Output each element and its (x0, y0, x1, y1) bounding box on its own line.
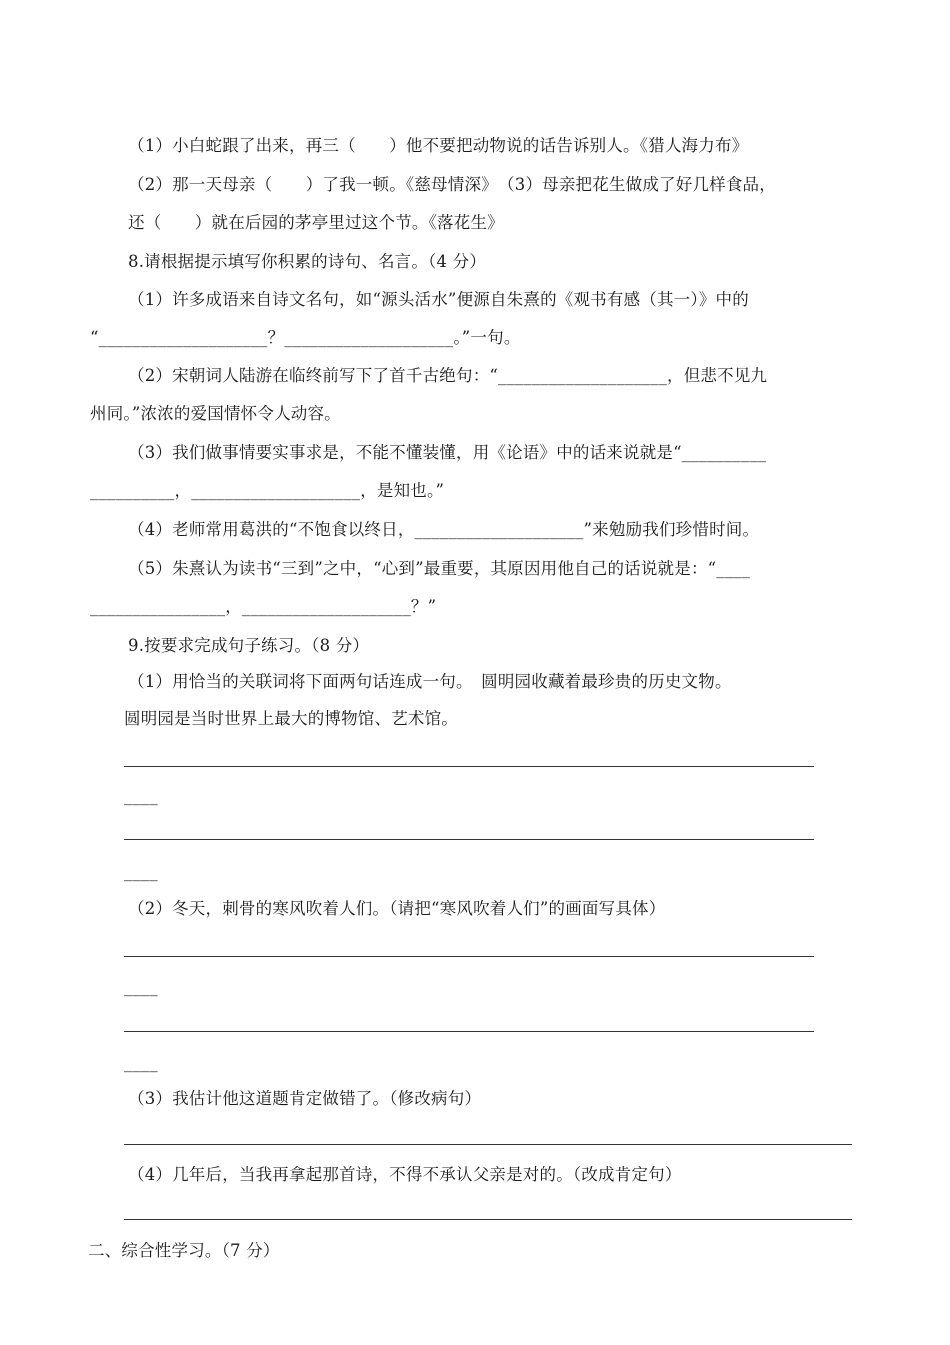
answer-line[interactable] (124, 1144, 852, 1145)
answer-line[interactable] (124, 1031, 814, 1032)
q8-item-4: （4）老师常用葛洪的“不饱食以终日，____________________”来勉励我们珍惜时间。 (128, 520, 760, 539)
answer-line[interactable] (124, 839, 814, 840)
q7-item-1: （1）小白蛇跟了出来，再三（ ）他不要把动物说的话告诉别人。《猎人海力布》 (128, 136, 749, 155)
q8-item-5-blank[interactable]: ________________，____________________？” (90, 597, 437, 616)
answer-line[interactable] (124, 766, 814, 767)
q8-item-3-blank[interactable]: __________，____________________，是知也。” (90, 481, 445, 500)
q7-item-3-cont: 还（ ）就在后园的茅亭里过这个节。《落花生》 (128, 213, 504, 232)
q8-item-3: （3）我们做事情要实事求是，不能不懂装懂，用《论语》中的话来说就是“__________ (128, 443, 767, 462)
q9-item-1-sentence-2: 圆明园是当时世界上最大的博物馆、艺术馆。 (124, 709, 458, 728)
q8-heading: 8.请根据提示填写你积累的诗句、名言。（4 分） (128, 252, 487, 271)
section-2-heading: 二、综合性学习。（7 分） (88, 1241, 280, 1260)
q9-item-4: （4）几年后，当我再拿起那首诗，不得不承认父亲是对的。（改成肯定句） (128, 1165, 682, 1184)
q8-item-1-blank[interactable]: “____________________？____________________。”一句。 (90, 328, 521, 347)
answer-line[interactable] (124, 1219, 852, 1220)
q9-item-1: （1）用恰当的关联词将下面两句话连成一句。 圆明园收藏着最珍贵的历史文物。 (128, 672, 732, 691)
q8-item-2-cont: 州同。”浓浓的爱国情怀令人动容。 (90, 404, 341, 423)
q9-item-3: （3）我估计他这道题肯定做错了。（修改病句） (128, 1089, 482, 1108)
q9-heading: 9.按要求完成句子练习。（8 分） (128, 636, 370, 655)
answer-line-tail[interactable]: ____ (124, 862, 158, 881)
answer-line-tail[interactable]: ____ (124, 1053, 158, 1072)
answer-line-tail[interactable]: ____ (124, 786, 158, 805)
q8-item-5: （5）朱熹认为读书“三到”之中，“心到”最重要，其原因用他自己的话说就是：“____ (128, 559, 751, 578)
q8-item-2: （2）宋朝词人陆游在临终前写下了首千古绝句：“____________________，但悲不见九 (128, 366, 768, 385)
q8-item-1: （1）许多成语来自诗文名句，如“源头活水”便源自朱熹的《观书有感（其一）》中的 (128, 290, 749, 309)
q7-item-2-3: （2）那一天母亲（ ）了我一顿。《慈母情深》 （3）母亲把花生做成了好几样食品， (128, 175, 776, 194)
answer-line[interactable] (124, 956, 814, 957)
answer-line-tail[interactable]: ____ (124, 977, 158, 996)
q9-item-2: （2）冬天，刺骨的寒风吹着人们。（请把“寒风吹着人们”的画面写具体） (128, 899, 666, 918)
